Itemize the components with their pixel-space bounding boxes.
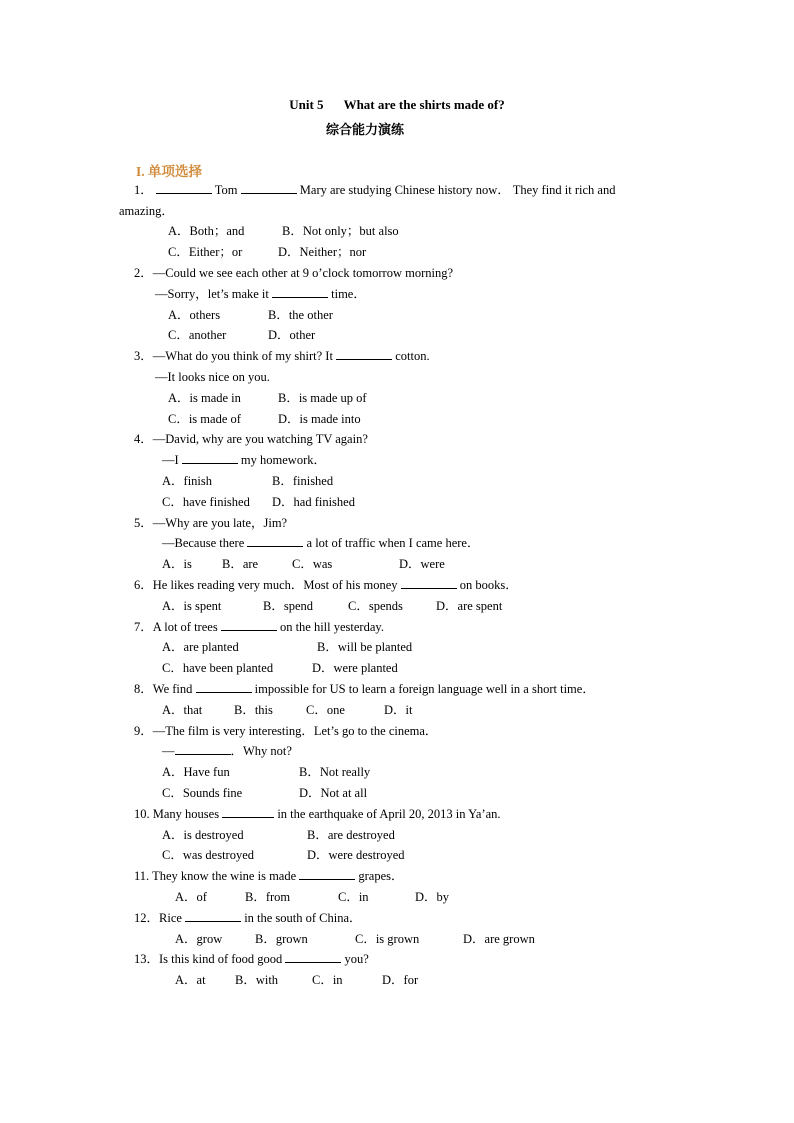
answer-blank[interactable] bbox=[401, 577, 457, 589]
answer-blank[interactable] bbox=[182, 452, 238, 464]
option-c[interactable]: C．spends bbox=[348, 599, 403, 613]
question-6: 6．He likes reading very much．Most of his money on books． bbox=[134, 578, 518, 592]
option-a[interactable]: A．is spent bbox=[162, 599, 222, 613]
answer-blank[interactable] bbox=[221, 619, 277, 631]
option-a[interactable]: A．at bbox=[175, 973, 206, 987]
option-b[interactable]: B．grown bbox=[255, 932, 308, 946]
option-b[interactable]: B．will be planted bbox=[317, 640, 413, 654]
option-b[interactable]: B．spend bbox=[263, 599, 314, 613]
option-d[interactable]: D．had finished bbox=[272, 495, 355, 509]
unit-label: Unit 5 bbox=[289, 97, 324, 112]
answer-blank[interactable] bbox=[299, 868, 355, 880]
option-d[interactable]: D．were bbox=[399, 557, 445, 571]
question-2-reply: —Sorry，let’s make it time． bbox=[155, 287, 366, 301]
question-4: 4．—David, why are you watching TV again? bbox=[134, 432, 368, 446]
question-8: 8．We find impossible for US to learn a foreign language well in a short time． bbox=[134, 682, 595, 696]
option-d[interactable]: D．Neither；nor bbox=[278, 245, 367, 259]
option-c[interactable]: C．Sounds fine bbox=[162, 786, 243, 800]
option-d[interactable]: D．for bbox=[382, 973, 419, 987]
option-b[interactable]: B．is made up of bbox=[278, 391, 367, 405]
option-c[interactable]: C．in bbox=[312, 973, 343, 987]
option-d[interactable]: D．other bbox=[268, 328, 316, 342]
option-c[interactable]: C．was bbox=[292, 557, 333, 571]
option-d[interactable]: D．Not at all bbox=[299, 786, 368, 800]
option-c[interactable]: C．have been planted bbox=[162, 661, 274, 675]
option-d[interactable]: D．were destroyed bbox=[307, 848, 405, 862]
question-13: 13．Is this kind of food good you? bbox=[134, 952, 369, 966]
answer-blank[interactable] bbox=[285, 951, 341, 963]
option-b[interactable]: B．are destroyed bbox=[307, 828, 395, 842]
option-c[interactable]: C．Either；or bbox=[168, 245, 243, 259]
question-10: 10. Many houses in the earthquake of April 20, 2013 in Ya’an. bbox=[134, 807, 501, 821]
document-subtitle: 综合能力演练 bbox=[325, 122, 404, 137]
option-b[interactable]: B．with bbox=[235, 973, 279, 987]
answer-blank[interactable] bbox=[196, 681, 252, 693]
option-c[interactable]: C．was destroyed bbox=[162, 848, 254, 862]
option-d[interactable]: D．were planted bbox=[312, 661, 398, 675]
question-7: 7．A lot of trees on the hill yesterday. bbox=[134, 620, 384, 634]
option-a[interactable]: A．of bbox=[175, 890, 207, 904]
answer-blank[interactable] bbox=[185, 910, 241, 922]
answer-blank[interactable] bbox=[336, 348, 392, 360]
option-b[interactable]: B．are bbox=[222, 557, 259, 571]
option-b[interactable]: B．Not really bbox=[299, 765, 371, 779]
question-11: 11. They know the wine is made grapes． bbox=[134, 869, 404, 883]
option-a[interactable]: A．Both；and bbox=[168, 224, 245, 238]
option-d[interactable]: D．it bbox=[384, 703, 413, 717]
answer-blank[interactable] bbox=[272, 286, 328, 298]
option-a[interactable]: A．is bbox=[162, 557, 192, 571]
question-9-reply: — ．Why not? bbox=[162, 744, 292, 758]
answer-blank[interactable] bbox=[175, 743, 231, 755]
option-a[interactable]: A．is made in bbox=[168, 391, 241, 405]
answer-blank[interactable] bbox=[156, 182, 212, 194]
option-b[interactable]: B．this bbox=[234, 703, 273, 717]
section-heading: I. 单项选择 bbox=[136, 164, 203, 179]
option-a[interactable]: A．are planted bbox=[162, 640, 239, 654]
question-3-reply: —It looks nice on you. bbox=[155, 370, 270, 384]
question-1-continued: amazing． bbox=[119, 204, 174, 218]
question-1: 1． Tom Mary are studying Chinese history now． They find it rich and bbox=[134, 183, 616, 197]
option-a[interactable]: A．is destroyed bbox=[162, 828, 244, 842]
question-9: 9．—The film is very interesting．Let’s go to the cinema． bbox=[134, 724, 438, 738]
option-b[interactable]: B．from bbox=[245, 890, 291, 904]
option-d[interactable]: D．are grown bbox=[463, 932, 535, 946]
option-b[interactable]: B．Not only；but also bbox=[282, 224, 399, 238]
option-b[interactable]: B．the other bbox=[268, 308, 333, 322]
option-c[interactable]: C．have finished bbox=[162, 495, 250, 509]
answer-blank[interactable] bbox=[247, 535, 303, 547]
question-2: 2．—Could we see each other at 9 o’clock tomorrow morning? bbox=[134, 266, 454, 280]
option-c[interactable]: C．one bbox=[306, 703, 345, 717]
option-d[interactable]: D．are spent bbox=[436, 599, 503, 613]
question-3: 3．—What do you think of my shirt? It cotton. bbox=[134, 349, 430, 363]
option-b[interactable]: B．finished bbox=[272, 474, 334, 488]
question-12: 12．Rice in the south of China． bbox=[134, 911, 362, 925]
option-a[interactable]: A．finish bbox=[162, 474, 213, 488]
unit-title: What are the shirts made of? bbox=[343, 97, 505, 112]
option-c[interactable]: C．another bbox=[168, 328, 227, 342]
question-4-reply: —I my homework． bbox=[162, 453, 326, 467]
answer-blank[interactable] bbox=[222, 806, 274, 818]
answer-blank[interactable] bbox=[241, 182, 297, 194]
option-a[interactable]: A．others bbox=[168, 308, 221, 322]
option-c[interactable]: C．in bbox=[338, 890, 369, 904]
document-title bbox=[0, 97, 794, 113]
option-a[interactable]: A．that bbox=[162, 703, 203, 717]
option-d[interactable]: D．is made into bbox=[278, 412, 361, 426]
option-c[interactable]: C．is grown bbox=[355, 932, 420, 946]
option-a[interactable]: A．grow bbox=[175, 932, 223, 946]
question-5-reply: —Because there a lot of traffic when I came here． bbox=[162, 536, 480, 550]
option-c[interactable]: C．is made of bbox=[168, 412, 241, 426]
option-d[interactable]: D．by bbox=[415, 890, 450, 904]
question-5: 5．—Why are you late，Jim? bbox=[134, 516, 288, 530]
option-a[interactable]: A．Have fun bbox=[162, 765, 230, 779]
